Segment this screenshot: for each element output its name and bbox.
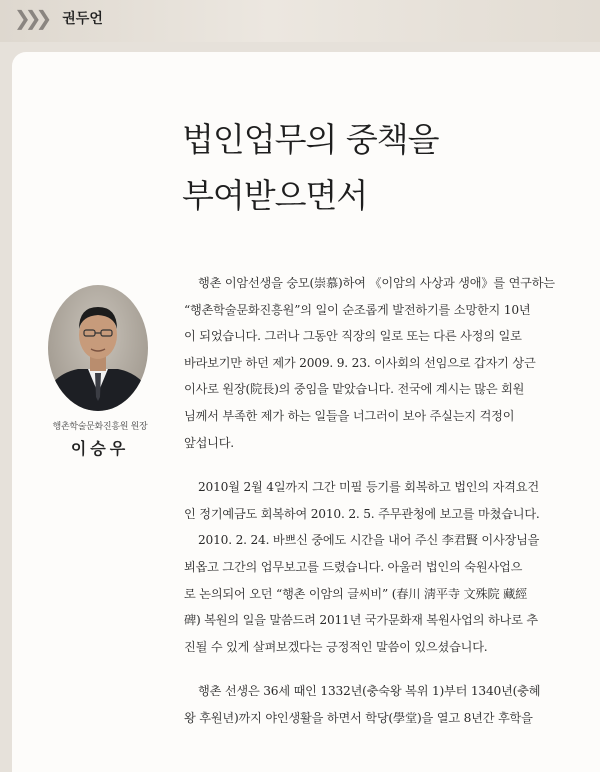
- title-line-2: 부여받으면서: [182, 176, 368, 215]
- body-line: 碑) 복원의 일을 말씀드려 2011년 국가문화재 복원사업의 하나로 추: [184, 613, 538, 628]
- body-line: “행촌학술문화진흥원”의 일이 순조롭게 발전하기를 소망한지 10년: [184, 302, 531, 317]
- article-body: [184, 270, 580, 732]
- body-line: 2010. 2. 24. 바쁘신 중에도 시간을 내어 주신 李君賢 이사장님을: [198, 533, 540, 548]
- paragraph-1: [184, 270, 580, 456]
- title-line-1: 법인업무의 중책을: [182, 120, 439, 159]
- section-tag: [14, 7, 103, 29]
- chevrons-icon: ❯❯❯: [14, 6, 47, 30]
- author-photo: [48, 285, 148, 411]
- body-line: 앞섭니다.: [184, 435, 234, 450]
- body-line: 바라보기만 하던 제가 2009. 9. 23. 이사회의 선임으로 갑자기 상근: [184, 355, 536, 370]
- body-line: 이사로 원장(院長)의 중임을 맡았습니다. 전국에 계시는 많은 회원: [184, 382, 525, 397]
- author-name: 이승우: [70, 439, 130, 458]
- body-line: 왕 후원년)까지 야인생활을 하면서 학당(學堂)을 열고 8년간 후학을: [184, 710, 533, 725]
- author-role: 행촌학술문화진흥원 원장: [52, 422, 148, 432]
- body-line: 인 정기예금도 회복하여 2010. 2. 5. 주무관청에 보고를 마쳤습니다.: [184, 506, 540, 521]
- paragraph-3: [184, 678, 580, 731]
- body-line: 로 논의되어 오던 “행촌 이암의 글씨비” (春川 淸平寺 文殊院 藏經: [184, 586, 528, 601]
- section-label: 권두언: [62, 11, 103, 27]
- body-line: 행촌 이암선생을 숭모(崇慕)하여 《이암의 사상과 생애》를 연구하는: [198, 276, 555, 290]
- body-line: 뵈옵고 그간의 업무보고를 드렸습니다. 아울러 법인의 숙원사업으: [184, 559, 523, 574]
- body-line: 2010월 2월 4일까지 그간 미필 등기를 회복하고 법인의 자격요건: [198, 480, 539, 495]
- paragraph-2: [184, 474, 580, 660]
- body-line: 행촌 선생은 36세 때인 1332년(충숙왕 복위 1)부터 1340년(충혜: [198, 684, 541, 699]
- person-portrait-icon: [48, 285, 148, 411]
- body-line: 진될 수 있게 살펴보겠다는 긍정적인 말씀이 있으셨습니다.: [184, 639, 488, 654]
- body-line: 이 되었습니다. 그러나 그동안 직장의 일로 또는 다른 사정의 일로: [184, 329, 522, 344]
- article-title: [182, 112, 542, 224]
- body-line: 님께서 부족한 제가 하는 일들을 너그러이 보아 주실는지 걱정이: [184, 408, 515, 423]
